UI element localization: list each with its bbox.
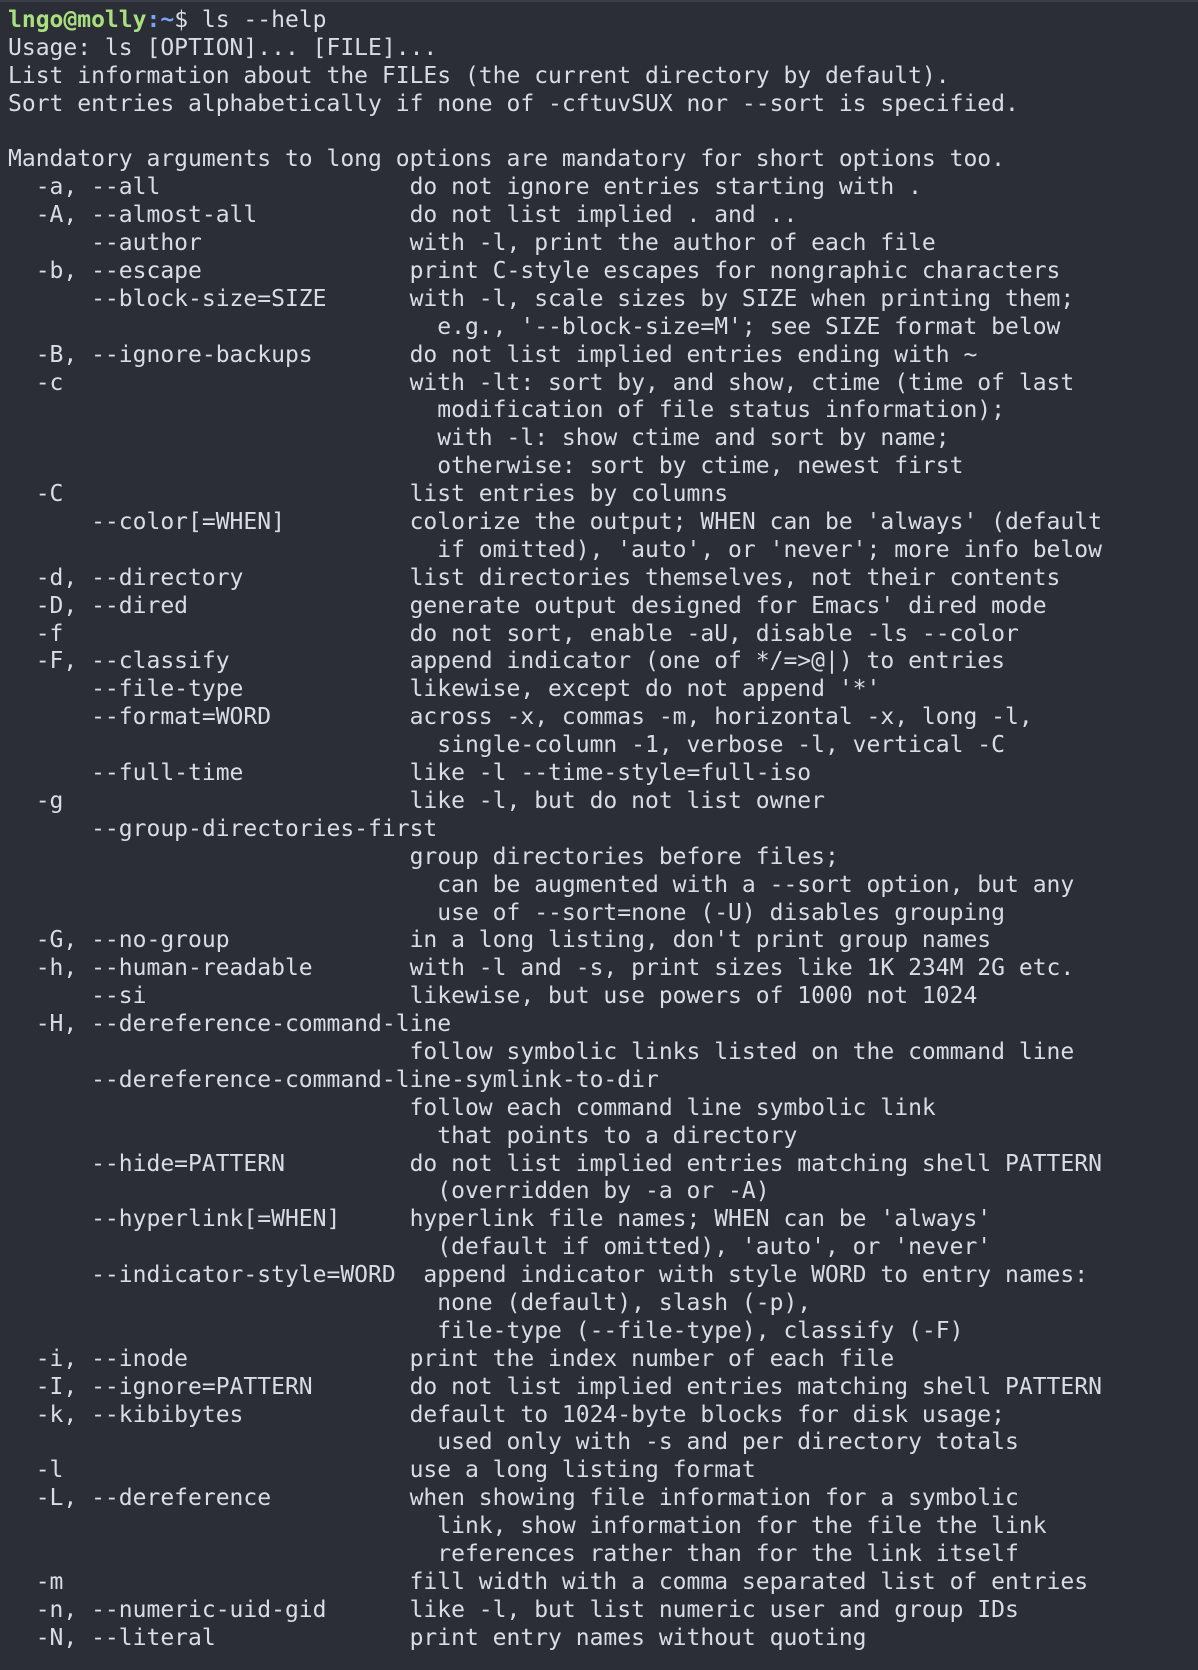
output-line: group directories before files;	[8, 843, 839, 870]
output-line: -d, --directory list directories themselves, not their contents	[8, 564, 1061, 591]
output-line: otherwise: sort by ctime, newest first	[8, 453, 964, 480]
output-line: --author with -l, print the author of each file	[8, 230, 936, 257]
output-line: references rather than for the link itself	[8, 1540, 1019, 1567]
output-line: if omitted), 'auto', or 'never'; more info below	[8, 536, 1102, 563]
output-line: List information about the FILEs (the current directory by default).	[8, 62, 950, 89]
output-line: --hide=PATTERN do not list implied entries matching shell PATTERN	[8, 1150, 1102, 1177]
output-line: -l use a long listing format	[8, 1457, 756, 1484]
prompt-line	[8, 7, 1198, 35]
output-line: --block-size=SIZE with -l, scale sizes by SIZE when printing them;	[8, 285, 1075, 312]
output-line: Sort entries alphabetically if none of -cftuvSUX nor --sort is specified.	[8, 90, 1019, 117]
output-line: file-type (--file-type), classify (-F)	[8, 1317, 964, 1344]
prompt-user-host: lngo@molly	[8, 7, 147, 33]
output-line: follow symbolic links listed on the command line	[8, 1038, 1075, 1065]
output-line: used only with -s and per directory totals	[8, 1429, 1019, 1456]
output-line: -g like -l, but do not list owner	[8, 787, 825, 814]
command-text: ls --help	[201, 7, 327, 33]
output-line: --group-directories-first	[8, 815, 438, 842]
output-line: --color[=WHEN] colorize the output; WHEN can be 'always' (default	[8, 509, 1102, 536]
output-line: single-column -1, verbose -l, vertical -C	[8, 732, 1005, 759]
output-line: modification of file status information);	[8, 397, 1005, 424]
output-line: (default if omitted), 'auto', or 'never'	[8, 1234, 992, 1261]
output-line: Mandatory arguments to long options are mandatory for short options too.	[8, 146, 1005, 173]
output-line	[8, 119, 1198, 147]
output-line: -G, --no-group in a long listing, don't print group names	[8, 927, 992, 954]
output-line: that points to a directory	[8, 1122, 798, 1149]
output-line: -m fill width with a comma separated list of entries	[8, 1568, 1089, 1595]
output-line: --si likewise, but use powers of 1000 not 1024	[8, 983, 978, 1010]
output-line: -i, --inode print the index number of each file	[8, 1345, 895, 1372]
output-line: -H, --dereference-command-line	[8, 1011, 452, 1038]
output-line: follow each command line symbolic link	[8, 1094, 936, 1121]
output-line: can be augmented with a --sort option, but any	[8, 871, 1075, 898]
output-line: --file-type likewise, except do not append '*'	[8, 676, 881, 703]
output-line: -h, --human-readable with -l and -s, print sizes like 1K 234M 2G etc.	[8, 955, 1075, 982]
output-line: -f do not sort, enable -aU, disable -ls --color	[8, 620, 1019, 647]
output-line: -N, --literal print entry names without quoting	[8, 1624, 867, 1651]
output-line: -D, --dired generate output designed for Emacs' dired mode	[8, 592, 1047, 619]
output-line: -F, --classify append indicator (one of */=>@|) to entries	[8, 648, 1005, 675]
output-line: none (default), slash (-p),	[8, 1289, 812, 1316]
output-line: --indicator-style=WORD append indicator with style WORD to entry names:	[8, 1262, 1089, 1289]
output-line: -n, --numeric-uid-gid like -l, but list numeric user and group IDs	[8, 1596, 1019, 1623]
output-line: -a, --all do not ignore entries starting with .	[8, 174, 922, 201]
output-line: (overridden by -a or -A)	[8, 1178, 770, 1205]
output-line: -c with -lt: sort by, and show, ctime (time of last	[8, 369, 1075, 396]
output-line: with -l: show ctime and sort by name;	[8, 425, 950, 452]
prompt-symbol: $	[174, 7, 202, 33]
output-line: e.g., '--block-size=M'; see SIZE format below	[8, 313, 1061, 340]
output-line: -C list entries by columns	[8, 481, 729, 508]
output-line: --hyperlink[=WHEN] hyperlink file names; WHEN can be 'always'	[8, 1206, 992, 1233]
output-line: -L, --dereference when showing file information for a symbolic	[8, 1485, 1019, 1512]
output-line: -k, --kibibytes default to 1024-byte blocks for disk usage;	[8, 1401, 1005, 1428]
output-line: --format=WORD across -x, commas -m, horizontal -x, long -l,	[8, 704, 1033, 731]
output-line: -A, --almost-all do not list implied . and ..	[8, 202, 798, 229]
output-line: --dereference-command-line-symlink-to-dir	[8, 1066, 659, 1093]
terminal-output	[8, 7, 1198, 1653]
prompt-path: :~	[146, 7, 175, 33]
help-output	[8, 35, 1198, 1653]
output-line: -B, --ignore-backups do not list implied entries ending with ~	[8, 341, 978, 368]
output-line: -b, --escape print C-style escapes for nongraphic characters	[8, 258, 1061, 285]
output-line: link, show information for the file the link	[8, 1513, 1047, 1540]
output-line: use of --sort=none (-U) disables grouping	[8, 899, 1005, 926]
output-line: Usage: ls [OPTION]... [FILE]...	[8, 34, 438, 61]
output-line: -I, --ignore=PATTERN do not list implied entries matching shell PATTERN	[8, 1373, 1102, 1400]
output-line: --full-time like -l --time-style=full-iso	[8, 760, 812, 787]
